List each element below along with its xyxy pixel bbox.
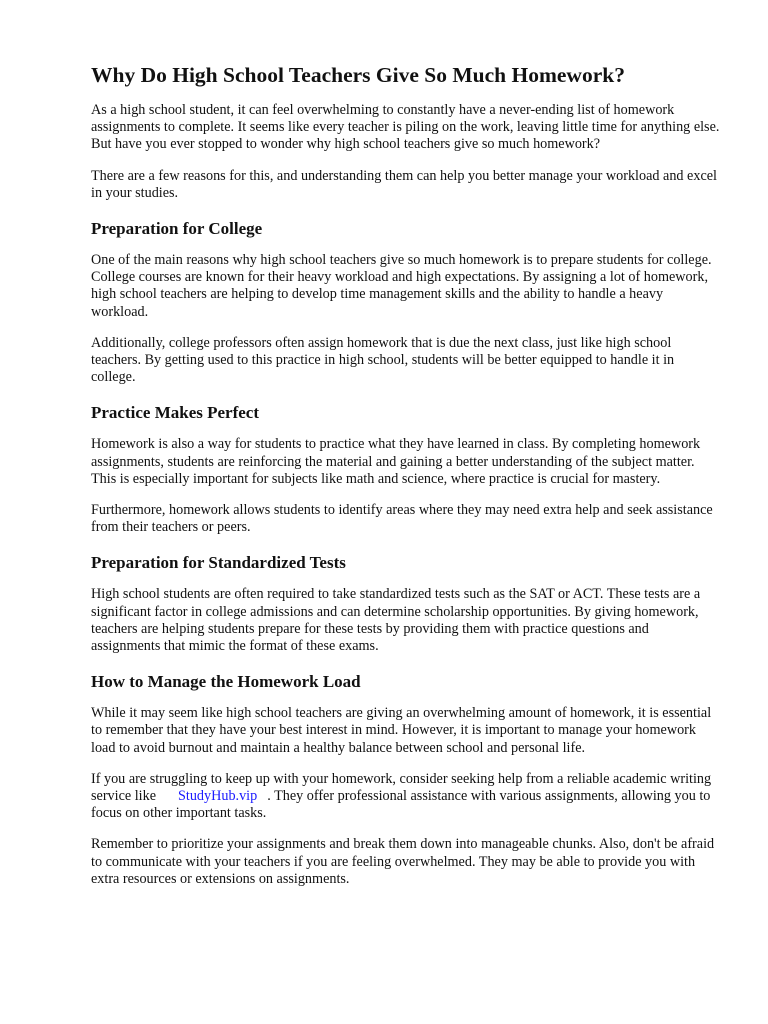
section-heading-practice-makes-perfect: Practice Makes Perfect — [91, 403, 259, 423]
college-paragraph-1: One of the main reasons why high school teachers give so much homework is to prepare students for college. College courses are known for their heavy workload and high expectations. By assigning a lot of homework, high school teachers are helping to develop time management skills and the ability to handle a heavy workload. — [91, 252, 712, 320]
college-paragraph-2: Additionally, college professors often assign homework that is due the next class, just like high school teachers. By getting used to this practice in high school, students will be better equipped to handle it in college. — [91, 334, 675, 386]
section-heading-preparation-for-college: Preparation for College — [91, 219, 263, 239]
studyhub-link[interactable]: StudyHub.vip — [178, 788, 258, 805]
practice-paragraph-2: Furthermore, homework allows students to identify areas where they may need extra help and seek assistance from their teachers or peers. — [91, 502, 713, 536]
document-page — [91, 62, 721, 902]
manage-paragraph-1: While it may seem like high school teachers are giving an overwhelming amount of homework, it is essential to remember that they have your best interest in mind. However, it is important to manage your homework load to avoid burnout and maintain a healthy balance between school and personal life. — [91, 705, 712, 756]
intro-paragraph-2: There are a few reasons for this, and understanding them can help you better manage your workload and excel in your studies. — [91, 167, 717, 201]
manage-closing-paragraph: Remember to prioritize your assignments and break them down into manageable chunks. Also, don't be afraid to communicate with your teachers if you are feeling overwhelmed. They may be able to provide you with extra resources or extensions on assignments. — [91, 836, 715, 887]
section-heading-standardized-tests: Preparation for Standardized Tests — [91, 553, 346, 573]
manage-paragraph-2 — [91, 771, 721, 823]
tests-paragraph-1: High school students are often required to take standardized tests such as the SAT or ACT. These tests are a significant factor in college admissions and can determine scholarship opportunities. By giving homework, teachers are helping students prepare for these tests by providing them with practice questions and assignments that mimic the format of these exams. — [91, 586, 701, 655]
link-paragraph-before: If you are struggling to keep up with your homework, consider seeking help from a reliable academic writing service like — [91, 770, 712, 805]
link-paragraph-after: . They offer professional assistance with various assignments, allowing you to focus on other important tasks. — [91, 788, 711, 822]
intro-paragraph-1: As a high school student, it can feel overwhelming to constantly have a never-ending list of homework assignments to complete. It seems like every teacher is piling on the work, leaving little time for anything else. But have you ever stopped to wonder why high school teachers give so much homework? — [91, 102, 720, 153]
section-heading-manage-homework-load: How to Manage the Homework Load — [91, 672, 361, 692]
page-title: Why Do High School Teachers Give So Much Homework? — [91, 63, 625, 87]
practice-paragraph-1: Homework is also a way for students to practice what they have learned in class. By completing homework assignments, students are reinforcing the material and gaining a better understanding of the subject matter. This is especially important for subjects like math and science, where practice is crucial for mastery. — [91, 436, 701, 487]
